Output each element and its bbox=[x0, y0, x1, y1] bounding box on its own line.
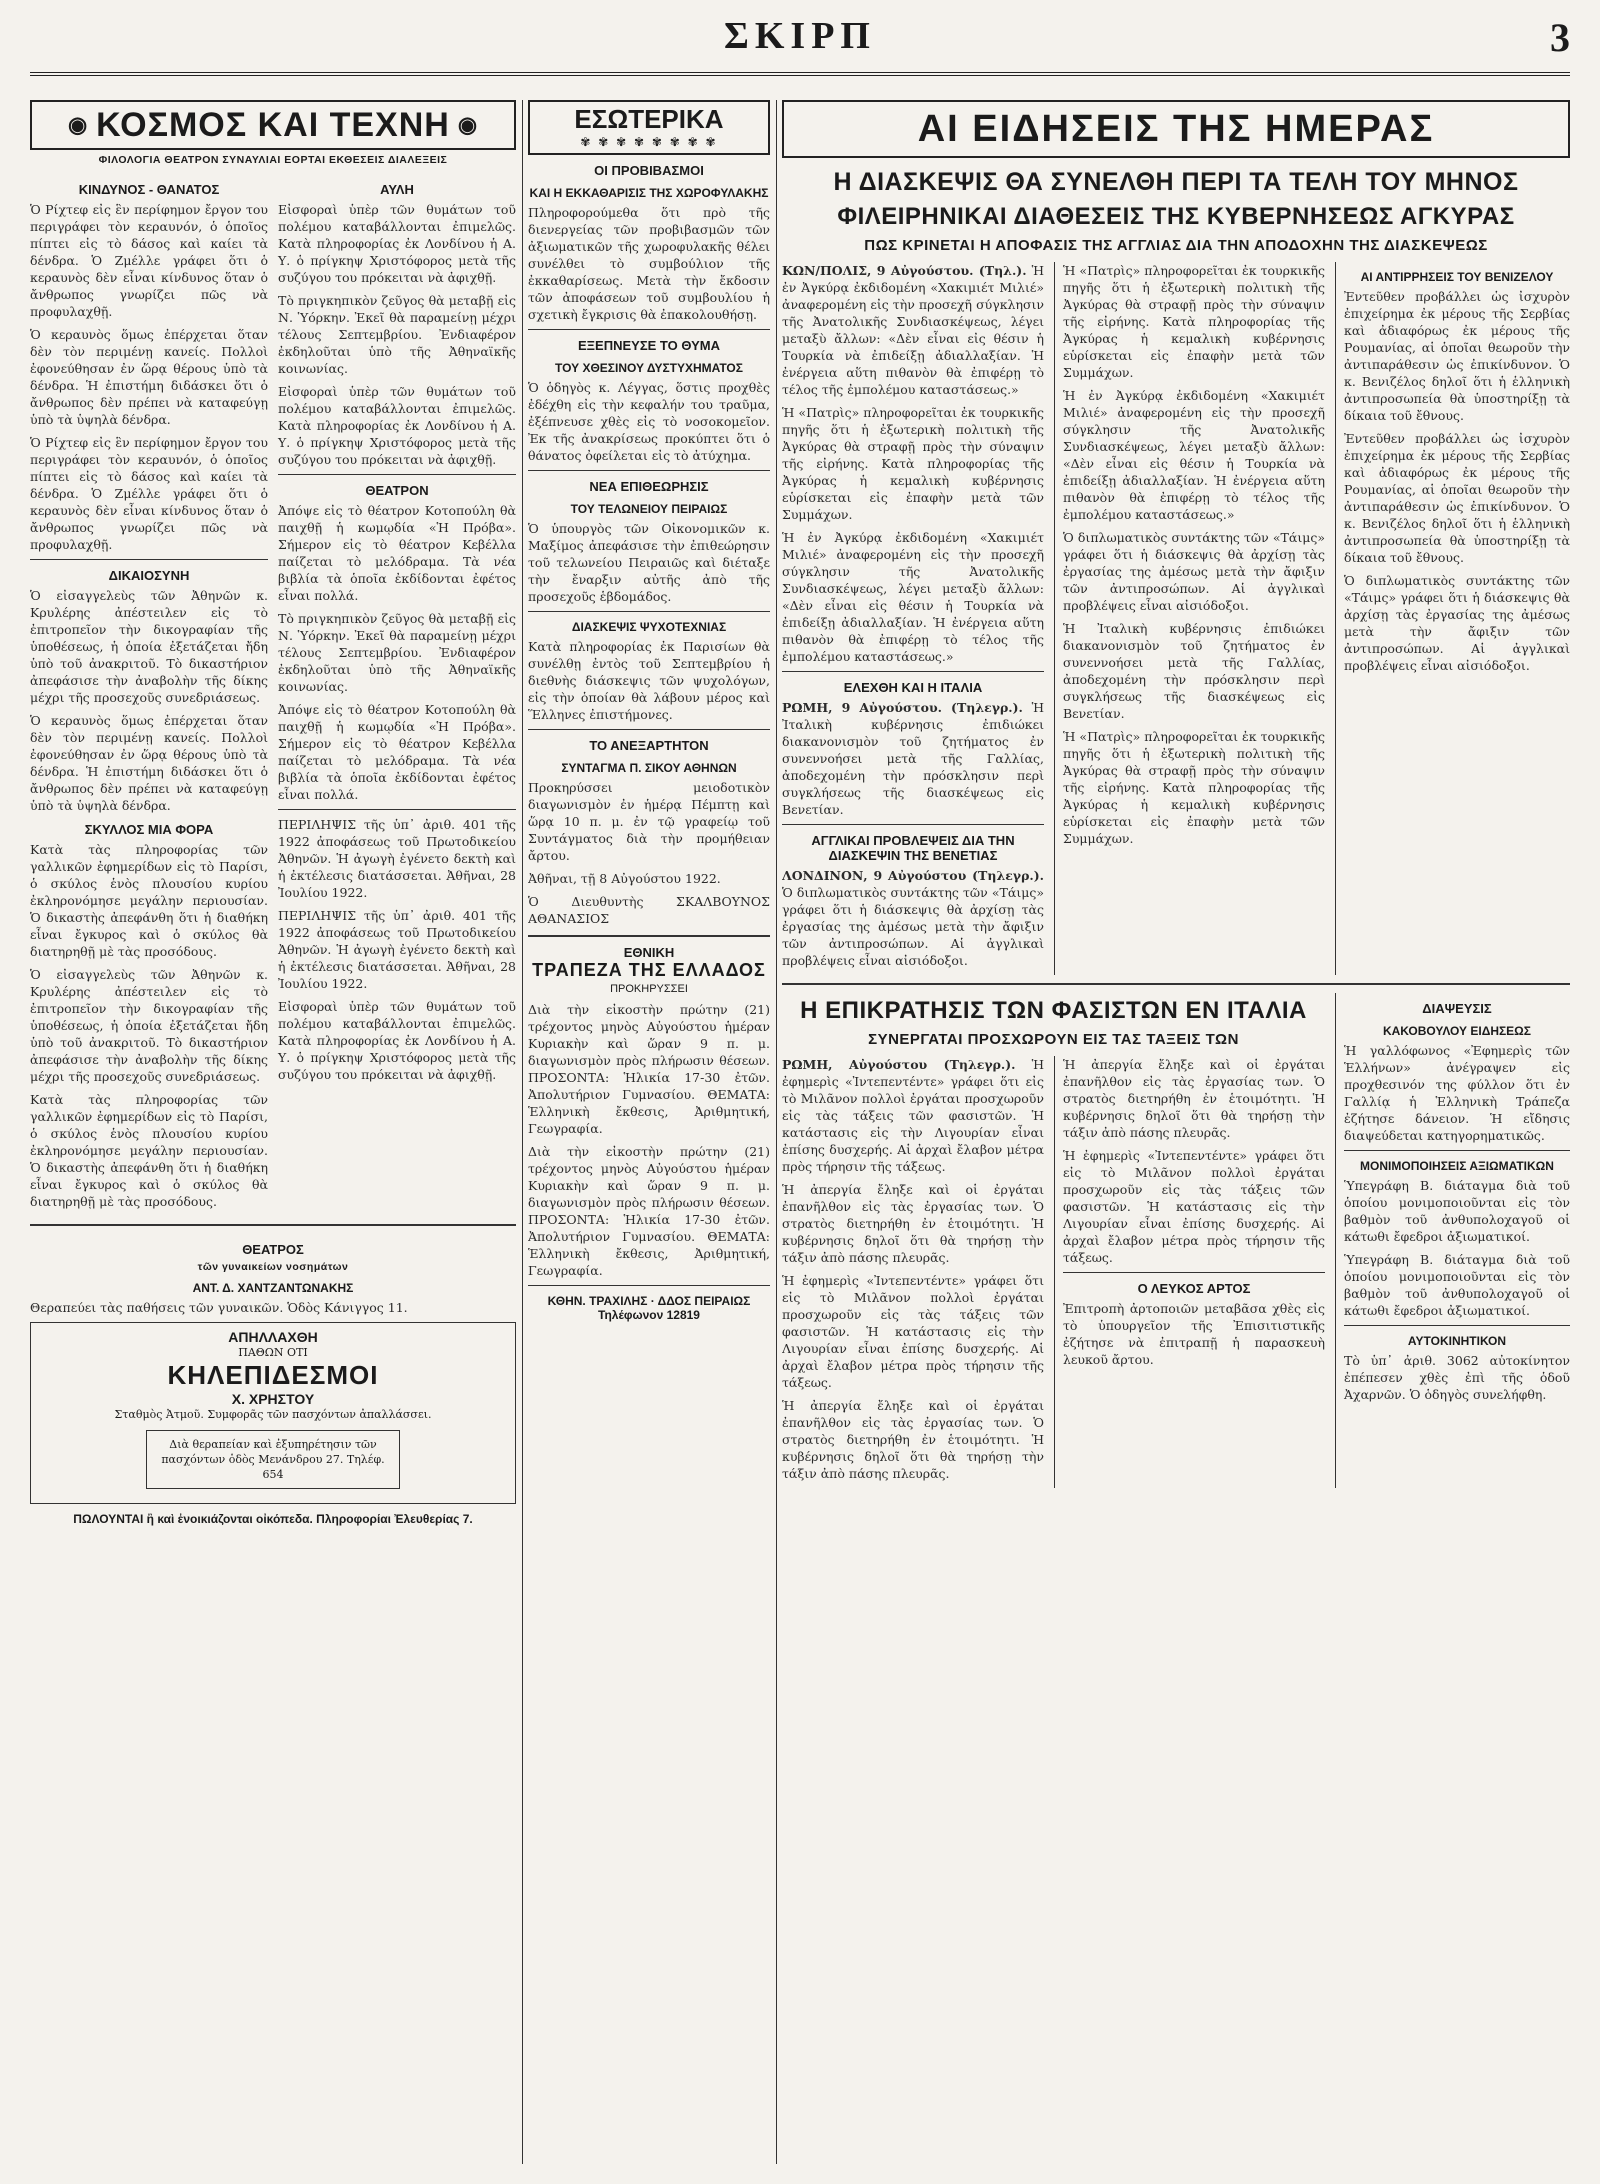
headline-subbanner: ΣΥΝΕΡΓΑΤΑΙ ΠΡΟΣΧΩΡΟΥΝ ΕΙΣ ΤΑΣ ΤΑΞΕΙΣ ΤΩΝ bbox=[868, 1031, 1239, 1048]
ads-left bbox=[30, 1234, 516, 1530]
news-columns-lower bbox=[782, 993, 1570, 1488]
article-subtitle: ΤΟΥ ΤΕΛΩΝΕΙΟΥ ΠΕΙΡΑΙΩΣ bbox=[570, 502, 728, 516]
ad-name: ΑΝΤ. Δ. ΧΑΝΤΖΑΝΤΩΝΑΚΗΣ bbox=[192, 1281, 354, 1295]
news-text: Ἡ ἀπεργία ἔληξε καὶ οἱ ἐργάται ἐπανῆλθον εἰς τὰς ἐργασίας των. Ὁ στρατὸς διετηρήθη ἐν ἑτοιμότητι. Ἡ κυβέρνησις δηλοῖ ὅτι θὰ τηρήσῃ τὴν τάξιν ἀπὸ πάσης πλευρᾶς. bbox=[782, 1398, 1044, 1481]
article-subtitle: ΤΟΥ ΧΘΕΣΙΝΟΥ ΔΥΣΤΥΧΗΜΑΤΟΣ bbox=[555, 361, 743, 375]
article-title: ΘΕΑΤΡΟΝ bbox=[365, 483, 429, 498]
news-text: Ἡ γαλλόφωνος «Ἐφημερὶς τῶν Ἑλλήνων» ἀνέγραψεν εἰς προχθεσινόν της φύλλον ὅτι ἐν Γαλλίᾳ ἡ Ἑλληνικὴ Τράπεζα ἐζήτησε δάνειον. Ἡ εἴδησις διαψεύδεται κατηγορηματικῶς. bbox=[1344, 1043, 1570, 1143]
news-text: Ὁ διπλωματικὸς συντάκτης τῶν «Τάιμς» γράφει ὅτι ἡ διάσκεψις θὰ ἀρχίσῃ τὰς ἐργασίας της ἀμέσως μετὰ τὴν ἄφιξιν τῶν ἀντιπροσώπων. Αἱ ἀγγλικαὶ προβλέψεις εἶναι αἰσιόδοξοι. bbox=[1344, 573, 1570, 673]
ad-heading: ΑΠΗΛΛΑΧΘΗ bbox=[228, 1329, 318, 1345]
ad-product: ΚΗΛΕΠΙΔΕΣΜΟΙ bbox=[167, 1360, 379, 1390]
article-title: ΑΥΛΗ bbox=[380, 182, 414, 197]
news-subtitle: ΚΑΚΟΒΟΥΛΟΥ ΕΙΔΗΣΕΩΣ bbox=[1382, 1024, 1532, 1038]
bank-proclaims: ΠΡΟΚΗΡΥΣΣΕΙ bbox=[610, 983, 688, 995]
news-text bbox=[782, 867, 1044, 969]
divider bbox=[528, 611, 770, 612]
headline-banner: Η ΕΠΙΚΡΑΤΗΣΙΣ ΤΩΝ ΦΑΣΙΣΤΩΝ ΕΝ ΙΤΑΛΙΑ bbox=[800, 997, 1307, 1024]
column-esoterika bbox=[528, 100, 770, 2164]
divider bbox=[528, 729, 770, 730]
article-text: Προκηρύσσει μειοδοτικὸν διαγωνισμὸν ἐν ἡμέρᾳ Πέμπτῃ καὶ ὥρᾳ 10 π. μ. ἐν τῷ γραφείῳ τοῦ Συντάγματος διὰ τὴν προμήθειαν ἄρτου. bbox=[528, 780, 770, 863]
article-subtitle: ΚΑΙ Η ΕΚΚΑΘΑΡΙΣΙΣ ΤΗΣ ΧΩΡΟΦΥΛΑΚΗΣ bbox=[529, 186, 769, 200]
news-text: Ἐντεῦθεν προβάλλει ὡς ἰσχυρὸν ἐπιχείρημα ἐκ μέρους τῆς Σερβίας καὶ ἀδιαφόρως ἐκ μέρους τῆς Ρουμανίας, αἱ ὁποῖαι θεωροῦν τὴν ἀντιπαράθεσιν ὡς ἐπικίνδυνον. Ὁ κ. Βενιζέλος δηλοῖ ὅτι ἡ ἑλληνικὴ ἀντιπροσωπεία θὰ ὑποστηρίξῃ τὰ δίκαια τοῦ ἔθνους. bbox=[1344, 289, 1570, 423]
section-title: ΕΣΩΤΕΡΙΚΑ bbox=[574, 104, 724, 134]
fascist-columns bbox=[782, 1056, 1325, 1488]
section-header bbox=[528, 100, 770, 155]
column-footer: ΚΘΗΝ. ΤΡΑΧΙΛΗΣ · ΔΔΟΣ ΠΕΙΡΑΙΩΣ Τηλέφωνον 12819 bbox=[547, 1294, 751, 1322]
article-text: Κατὰ τὰς πληροφορίας τῶν γαλλικῶν ἐφημερίδων εἰς τὸ Παρίσι, ὁ σκύλος ἑνὸς πλουσίου κυρίου ἐκληρονόμησε μεγάλην περιουσίαν. Ὁ δικαστὴς ἀπεφάνθη ὅτι ἡ διαθήκη εἶναι ἔγκυρος καὶ ὁ σκύλος θὰ διατηρηθῇ μὲ τὰς προσόδους. bbox=[30, 1092, 268, 1209]
masthead bbox=[30, 14, 1570, 84]
ad-text: Θεραπεύει τὰς παθήσεις τῶν γυναικῶν. Ὁδὸς Κάνιγγος 11. bbox=[30, 1300, 408, 1315]
bank-notice-text: Διὰ τὴν εἰκοστὴν πρώτην (21) τρέχοντος μηνὸς Αὐγούστου ἡμέραν Κυριακὴν καὶ ὥραν 9 π. μ. διαγωνισμὸν πρὸς πλήρωσιν θέσεων. ΠΡΟΣΟΝΤΑ: Ἡλικία 17-30 ἐτῶν. Ἀπολυτήριον Γυμνασίου. ΘΕΜΑΤΑ: Ἑλληνικὴ ἔκθεσις, Ἀριθμητική, Γεωγραφία. bbox=[528, 1144, 770, 1278]
article-text: Εἰσφοραὶ ὑπὲρ τῶν θυμάτων τοῦ πολέμου καταβάλλονται ἐπιμελῶς. Κατὰ πληροφορίας ἐκ Λονδίνου ἡ Α. Υ. ὁ πρίγκηψ Χριστόφορος μετὰ τῆς συζύγου του πρόκειται νὰ ἀφιχθῇ. bbox=[278, 202, 516, 285]
notice-date: Ἀθῆναι, τῇ 8 Αὐγούστου 1922. bbox=[528, 871, 721, 886]
news-text: Ἐπιτροπὴ ἀρτοποιῶν μεταβᾶσα χθὲς εἰς τὸ ὑπουργεῖον τῆς Ἐπισιτιστικῆς ἐζήτησε νὰ ἐπιτραπῇ ἡ παρασκευὴ λευκοῦ ἄρτου. bbox=[1063, 1301, 1325, 1367]
news-text: Ἡ ἐφημερὶς «Ἰντεπεντέντε» γράφει ὅτι εἰς τὸ Μιλᾶνον πολλοὶ ἐργάται προσχωροῦν εἰς τὰς τάξεις τῶν φασιστῶν. Ἡ κατάστασις εἰς τὴν Λιγουρίαν εἶναι ἐπίσης δυσχερής. Αἱ ἀρχαὶ ἔλαβον μέτρα πρὸς τήρησιν τῆς τάξεως. bbox=[782, 1273, 1044, 1390]
news-subcolumn-2 bbox=[1054, 262, 1325, 975]
news-title: ΑΙ ΑΝΤΙΡΡΗΣΕΙΣ ΤΟΥ ΒΕΝΙΖΕΛΟΥ bbox=[1360, 270, 1554, 284]
news-body: Ἡ Ἰταλικὴ κυβέρνησις ἐπιδιώκει διακανονισμὸν τοῦ ζητήματος ἐν συνεννοήσει μετὰ τῆς Γαλλίας, ἀποδεχομένη τὴν πρόσκλησιν περὶ συγκλήσεως τῆς διασκέψεως εἰς Βενετίαν. bbox=[782, 700, 1044, 817]
news-title: ΑΥΤΟΚΙΝΗΤΙΚΟΝ bbox=[1407, 1334, 1507, 1348]
article-title: ΕΞΕΠΝΕΥΣΕ ΤΟ ΘΥΜΑ bbox=[578, 338, 720, 353]
news-title: ΜΟΝΙΜΟΠΟΙΗΣΕΙΣ ΑΞΙΩΜΑΤΙΚΩΝ bbox=[1360, 1159, 1554, 1173]
divider bbox=[782, 983, 1570, 985]
divider bbox=[1344, 1150, 1570, 1151]
news-text: Ἡ ἐν Ἀγκύρᾳ ἐκδιδομένη «Χακιμιέτ Μιλιέ» ἀναφερομένη εἰς τὴν προσεχῆ σύγκλησιν τῆς Ἀνατολικῆς Συνδιασκέψεως, λέγει μεταξὺ ἄλλων: «Δὲν εἶναι εἰς θέσιν ἡ Τουρκία νὰ ἐπιδείξῃ ἀδιαλλαξίαν. Ἡ ἐνέργεια αὕτη πιθανὸν θὰ ἐπιφέρῃ τὸ τέλος τῆς ἐμπολέμου καταστάσεως.» bbox=[782, 530, 1044, 664]
news-body: Ὁ διπλωματικὸς συντάκτης τῶν «Τάιμς» γράφει ὅτι ἡ διάσκεψις θὰ ἀρχίσῃ τὰς ἐργασίας της ἀμέσως μετὰ τὴν ἄφιξιν τῶν ἀντιπροσώπων. Αἱ ἀγγλικαὶ προβλέψεις εἶναι αἰσιόδοξοι. bbox=[782, 885, 1044, 968]
news-text: Ἡ ἐν Ἀγκύρᾳ ἐκδιδομένη «Χακιμιέτ Μιλιέ» ἀναφερομένη εἰς τὴν προσεχῆ σύγκλησιν τῆς Ἀνατολικῆς Συνδιασκέψεως, λέγει μεταξὺ ἄλλων: «Δὲν εἶναι εἰς θέσιν ἡ Τουρκία νὰ ἐπιδείξῃ ἀδιαλλαξίαν. Ἡ ἐνέργεια αὕτη πιθανὸν θὰ ἐπιφέρῃ τὸ τέλος τῆς ἐμπολέμου καταστάσεως.» bbox=[1063, 388, 1325, 522]
news-text: Ὁ διπλωματικὸς συντάκτης τῶν «Τάιμς» γράφει ὅτι ἡ διάσκεψις θὰ ἀρχίσῃ τὰς ἐργασίας της ἀμέσως μετὰ τὴν ἄφιξιν τῶν ἀντιπροσώπων. Αἱ ἀγγλικαὶ προβλέψεις εἶναι αἰσιόδοξοι. bbox=[1063, 530, 1325, 613]
divider bbox=[278, 809, 516, 810]
article-text: Ὁ Ρίχτεφ εἰς ἓν περίφημον ἔργον του περιγράφει τὸν κεραυνόν, ὁ ὁποῖος πίπτει εἰς τὸ δάσος καὶ καίει τὰ δένδρα. Ὁ Ζμέλλε γράφει ὅτι ὁ κεραυνὸς δὲν εἶναι κίνδυνος ὅταν ὁ ἄνθρωπος γνωρίζει πῶς νὰ προφυλαχθῇ. bbox=[30, 435, 268, 552]
dateline: ΚΩΝ/ΠΟΛΙΣ, 9 Αὐγούστου. (Τηλ.). bbox=[782, 263, 1027, 278]
article-text: Τὸ πριγκηπικὸν ζεῦγος θὰ μεταβῇ εἰς Ν. Ὑόρκην. Ἐκεῖ θὰ παραμείνῃ μέχρι τέλους Σεπτεμβρίου. Ἐνδιαφέρον ἐκδηλοῦται ὑπὸ τῆς Ἀθηναϊκῆς κοινωνίας. bbox=[278, 611, 516, 694]
divider bbox=[1344, 1325, 1570, 1326]
column-divider bbox=[776, 100, 777, 2164]
ad-inner-text: Διὰ θεραπείαν καὶ ἐξυπηρέτησιν τῶν πασχόντων ὁδὸς Μενάνδρου 27. Τηλέφ. 654 bbox=[161, 1438, 385, 1481]
notice-signature: Ὁ Διευθυντὴς ΣΚΑΛΒΟΥΝΟΣ ΑΘΑΝΑΣΙΟΣ bbox=[528, 894, 770, 926]
article-title: ΣΚΥΛΛΟΣ ΜΙΑ ΦΟΡΑ bbox=[84, 822, 214, 837]
section-header bbox=[30, 100, 516, 150]
article-title: ΚΙΝΔΥΝΟΣ - ΘΑΝΑΤΟΣ bbox=[78, 182, 220, 197]
article-title: ΝΕΑ ΕΠΙΘΕΩΡΗΣΙΣ bbox=[589, 479, 709, 494]
left-subcolumn bbox=[30, 174, 268, 1216]
dateline: ΡΩΜΗ, Αὐγούστου (Τηλεγρ.). bbox=[782, 1057, 1016, 1072]
fascist-section bbox=[782, 993, 1325, 1488]
article-title: ΤΟ ΑΝΕΞΑΡΤΗΤΟΝ bbox=[589, 738, 709, 753]
article-text: Ἀπόψε εἰς τὸ θέατρον Κοτοπούλη θὰ παιχθῇ ἡ κωμῳδία «Ἡ Πρόβα». Σήμερον εἰς τὸ θέατρον Κεβέλλα παίζεται τὸ μελόδραμα. Τὰ νέα βιβλία τὰ ὁποῖα ἐκδίδονται ἐφέτος εἶναι πολλά. bbox=[278, 702, 516, 802]
article-text: Κατὰ πληροφορίας ἐκ Παρισίων θὰ συνέλθῃ ἐντὸς τοῦ Σεπτεμβρίου ἡ διεθνὴς διάσκεψις τῶν ψυχολόγων, εἰς τὴν ὁποίαν θὰ λάβουν μέρος καὶ Ἕλληνες ἐπιστήμονες. bbox=[528, 639, 770, 722]
article-text: Τὸ πριγκηπικὸν ζεῦγος θὰ μεταβῇ εἰς Ν. Ὑόρκην. Ἐκεῖ θὰ παραμείνῃ μέχρι τέλους Σεπτεμβρίου. Ἐνδιαφέρον ἐκδηλοῦται ὑπὸ τῆς Ἀθηναϊκῆς κοινωνίας. bbox=[278, 293, 516, 376]
headline-banner: Η ΔΙΑΣΚΕΨΙΣ ΘΑ ΣΥΝΕΛΘΗ ΠΕΡΙ ΤΑ ΤΕΛΗ ΤΟΥ ΜΗΝΟΣ bbox=[833, 168, 1519, 196]
bank-notice-text: Διὰ τὴν εἰκοστὴν πρώτην (21) τρέχοντος μηνὸς Αὐγούστου ἡμέραν Κυριακὴν καὶ ὥραν 9 π. μ. διαγωνισμὸν πρὸς πλήρωσιν θέσεων. ΠΡΟΣΟΝΤΑ: Ἡλικία 17-30 ἐτῶν. Ἀπολυτήριον Γυμνασίου. ΘΕΜΑΤΑ: Ἑλληνικὴ ἔκθεσις, Ἀριθμητική, Γεωγραφία. bbox=[528, 1002, 770, 1136]
fascist-col-1 bbox=[782, 1056, 1044, 1488]
ad-title: ΘΕΑΤΡΟΣ bbox=[242, 1242, 304, 1257]
divider bbox=[1063, 1272, 1325, 1273]
section-header: ΑΙ ΕΙΔΗΣΕΙΣ ΤΗΣ ΗΜΕΡΑΣ bbox=[782, 100, 1570, 158]
article-title: ΔΙΚΑΙΟΣΥΝΗ bbox=[108, 568, 190, 583]
divider bbox=[528, 470, 770, 471]
article-title: ΟΙ ΠΡΟΒΙΒΑΣΜΟΙ bbox=[594, 163, 704, 178]
page-number: 3 bbox=[1550, 15, 1570, 60]
news-title: ΑΓΓΛΙΚΑΙ ΠΡΟΒΛΕΨΕΙΣ ΔΙΑ ΤΗΝ ΔΙΑΣΚΕΨΙΝ ΤΗΣ ΒΕΝΕΤΙΑΣ bbox=[811, 833, 1015, 863]
news-text: Τὸ ὑπ᾿ ἀριθ. 3062 αὐτοκίνητον ἐπέπεσεν χθὲς ἐπὶ τῆς ὁδοῦ Ἀχαρνῶν. Ὁ ὁδηγὸς συνελήφθη. bbox=[1344, 1353, 1570, 1402]
article-text: Ὁ Ρίχτεφ εἰς ἓν περίφημον ἔργον του περιγράφει τὸν κεραυνόν, ὁ ὁποῖος πίπτει εἰς τὸ δάσος καὶ καίει τὰ δένδρα. Ὁ Ζμέλλε γράφει ὅτι ὁ κεραυνὸς δὲν εἶναι κίνδυνος ὅταν ὁ ἄνθρωπος γνωρίζει πῶς νὰ προφυλαχθῇ. bbox=[30, 202, 268, 319]
news-text bbox=[782, 699, 1044, 818]
ornament-icon: ◉ bbox=[457, 112, 479, 137]
news-text: Ἡ ἐφημερὶς «Ἰντεπεντέντε» γράφει ὅτι εἰς τὸ Μιλᾶνον πολλοὶ ἐργάται προσχωροῦν εἰς τὰς τάξεις τῶν φασιστῶν. Ἡ κατάστασις εἰς τὴν Λιγουρίαν εἶναι ἐπίσης δυσχερής. Αἱ ἀρχαὶ ἔλαβον μέτρα πρὸς τήρησιν τῆς τάξεως. bbox=[1063, 1148, 1325, 1265]
divider bbox=[528, 1285, 770, 1286]
news-body: Ἡ ἐν Ἀγκύρᾳ ἐκδιδομένη «Χακιμιέτ Μιλιέ» ἀναφερομένη εἰς τὴν προσεχῆ σύγκλησιν τῆς Ἀνατολικῆς Συνδιασκέψεως, λέγει μεταξὺ ἄλλων: «Δὲν εἶναι εἰς θέσιν ἡ Τουρκία νὰ ἐπιδείξῃ ἀδιαλλαξίαν. Ἡ ἐνέργεια αὕτη πιθανὸν θὰ ἐπιφέρῃ τὸ τέλος τῆς ἐμπολέμου καταστάσεως.» bbox=[782, 263, 1044, 397]
news-subcolumn-3 bbox=[1335, 262, 1570, 975]
classified-ad: ΠΩΛΟΥΝΤΑΙ ἢ καὶ ἐνοικιάζονται οἰκόπεδα. Πληροφορίαι Ἐλευθερίας 7. bbox=[73, 1512, 473, 1526]
two-column-block bbox=[30, 174, 516, 1216]
news-text: Ὑπεγράφη Β. διάταγμα διὰ τοῦ ὁποίου μονιμοποιοῦνται εἰς τὸν βαθμὸν τοῦ ἀνθυπολοχαγοῦ οἱ κάτωθι ἔφεδροι ἀξιωματικοί. bbox=[1344, 1252, 1570, 1318]
ad-subtitle: τῶν γυναικείων νοσημάτων bbox=[197, 1261, 349, 1273]
news-title: Ο ΛΕΥΚΟΣ ΑΡΤΟΣ bbox=[1137, 1281, 1251, 1296]
news-text: Ἡ «Πατρὶς» πληροφορεῖται ἐκ τουρκικῆς πηγῆς ὅτι ἡ ἐξωτερικὴ πολιτικὴ τῆς Ἀγκύρας θὰ στραφῇ πρὸς τὴν σύναψιν τῆς εἰρήνης. Κατὰ πληροφορίας τῆς Ἀγκύρας ἡ κεμαλικὴ κυβέρνησις εὑρίσκεται εἰς ἐπαφὴν μετὰ τῶν Συμμάχων. bbox=[1063, 263, 1325, 380]
article-text: Ὁ εἰσαγγελεὺς τῶν Ἀθηνῶν κ. Κρυλέρης ἀπέστειλεν εἰς τὸ ἐπιτροπεῖον τὴν δικογραφίαν τῆς ὑποθέσεως, ἡ ὁποία ἐξετάζεται ἤδη ὑπὸ τοῦ ἀνακριτοῦ. Τὸ δικαστήριον ἀπεφάσισε τὴν ἀναβολὴν τῆς δίκης μέχρι τῆς προσεχοῦς συνεδριάσεως. bbox=[30, 967, 268, 1084]
advertisement-box bbox=[30, 1322, 516, 1504]
article-subtitle: ΣΥΝΤΑΓΜΑ Π. ΣΙΚΟΥ ΑΘΗΝΩΝ bbox=[561, 761, 737, 775]
article-text: Εἰσφοραὶ ὑπὲρ τῶν θυμάτων τοῦ πολέμου καταβάλλονται ἐπιμελῶς. Κατὰ πληροφορίας ἐκ Λονδίνου ἡ Α. Υ. ὁ πρίγκηψ Χριστόφορος μετὰ τῆς συζύγου του πρόκειται νὰ ἀφιχθῇ. bbox=[278, 384, 516, 467]
ornament-icon: ✾ ✾ ✾ ✾ ✾ ✾ ✾ ✾ bbox=[580, 135, 718, 149]
news-body: Ἡ ἐφημερὶς «Ἰντεπεντέντε» γράφει ὅτι εἰς τὸ Μιλᾶνον πολλοὶ ἐργάται προσχωροῦν εἰς τὰς τάξεις τῶν φασιστῶν. Ἡ κατάστασις εἰς τὴν Λιγουρίαν εἶναι ἐπίσης δυσχερής. Αἱ ἀρχαὶ ἔλαβον μέτρα πρὸς τήρησιν τῆς τάξεως. bbox=[782, 1057, 1044, 1174]
column-kosmos-techni bbox=[30, 100, 516, 2164]
divider bbox=[278, 474, 516, 475]
news-text: Ὑπεγράφη Β. διάταγμα διὰ τοῦ ὁποίου μονιμοποιοῦνται εἰς τὸν βαθμὸν τοῦ ἀνθυπολοχαγοῦ οἱ κάτωθι ἔφεδροι ἀξιωματικοί. bbox=[1344, 1178, 1570, 1244]
notice-text: ΠΕΡΙΛΗΨΙΣ τῆς ὑπ᾿ ἀριθ. 401 τῆς 1922 ἀποφάσεως τοῦ Πρωτοδικείου Ἀθηνῶν. Ἡ ἀγωγὴ ἐγένετο δεκτὴ καὶ ἡ ἐκτέλεσις διατάσσεται. Ἀθῆναι, 28 Ἰουλίου 1922. bbox=[278, 817, 516, 900]
news-subcolumn-1 bbox=[782, 262, 1044, 975]
news-text: Ἡ «Πατρὶς» πληροφορεῖται ἐκ τουρκικῆς πηγῆς ὅτι ἡ ἐξωτερικὴ πολιτικὴ τῆς Ἀγκύρας θὰ στραφῇ πρὸς τὴν σύναψιν τῆς εἰρήνης. Κατὰ πληροφορίας τῆς Ἀγκύρας ἡ κεμαλικὴ κυβέρνησις εὑρίσκεται εἰς ἐπαφὴν μετὰ τῶν Συμμάχων. bbox=[782, 405, 1044, 522]
news-text: Ἐντεῦθεν προβάλλει ὡς ἰσχυρὸν ἐπιχείρημα ἐκ μέρους τῆς Σερβίας καὶ ἀδιαφόρως ἐκ μέρους τῆς Ρουμανίας, αἱ ὁποῖαι θεωροῦν τὴν ἀντιπαράθεσιν ὡς ἐπικίνδυνον. Ὁ κ. Βενιζέλος δηλοῖ ὅτι ἡ ἑλληνικὴ ἀντιπροσωπεία θὰ ὑποστηρίξῃ τὰ δίκαια τοῦ ἔθνους. bbox=[1344, 431, 1570, 565]
news-text: Ἡ Ἰταλικὴ κυβέρνησις ἐπιδιώκει διακανονισμὸν τοῦ ζητήματος ἐν συνεννοήσει μετὰ τῆς Γαλλίας, ἀποδεχομένη τὴν πρόσκλησιν περὶ συγκλήσεως τῆς διασκέψεως εἰς Βενετίαν. bbox=[1063, 621, 1325, 721]
divider bbox=[30, 559, 268, 560]
ads-block bbox=[30, 1234, 516, 1530]
masthead-rule bbox=[30, 72, 1570, 76]
news-title: ΕΛΕΧΘΗ ΚΑΙ Η ΙΤΑΛΙΑ bbox=[843, 680, 983, 695]
divider bbox=[782, 671, 1044, 672]
divider bbox=[528, 935, 770, 937]
ad-maker: Χ. ΧΡΗΣΤΟΥ bbox=[231, 1391, 315, 1407]
newspaper-name: ΣΚΙΡΠ bbox=[724, 15, 876, 57]
article-text: Ὁ ὁδηγὸς κ. Λέγγας, ὅστις προχθὲς ἐδέχθη εἰς τὴν κεφαλήν του τραῦμα, ἐξέπνευσε χθὲς εἰς τὸ νοσοκομεῖον. Ἐκ τῆς ἀνακρίσεως προκύπτει ὅτι ὁ θάνατος ὀφείλεται εἰς τὸ ἀτύχημα. bbox=[528, 380, 770, 463]
right-subcolumn bbox=[278, 174, 516, 1216]
article-text: Ὁ κεραυνὸς ὅμως ἐπέρχεται ὅταν δὲν τὸν περιμένῃ κανείς. Πολλοὶ ἐφονεύθησαν ἐν ὥρᾳ θέρους ὑπὸ τὰ δένδρα. Ἡ ἐπιστήμη διδάσκει ὅτι ὁ ἄνθρωπος δὲν πρέπει νὰ καταφεύγῃ ὑπὸ τὰ ὑψηλὰ δένδρα. bbox=[30, 713, 268, 813]
divider bbox=[782, 824, 1044, 825]
news-columns bbox=[782, 262, 1570, 975]
divider bbox=[30, 1224, 516, 1226]
notice-text: ΠΕΡΙΛΗΨΙΣ τῆς ὑπ᾿ ἀριθ. 401 τῆς 1922 ἀποφάσεως τοῦ Πρωτοδικείου Ἀθηνῶν. Ἡ ἀγωγὴ ἐγένετο δεκτὴ καὶ ἡ ἐκτέλεσις διατάσσεται. Ἀθῆναι, 28 Ἰουλίου 1922. bbox=[278, 908, 516, 991]
section-subtitle: ΦΙΛΟΛΟΓΙΑ ΘΕΑΤΡΟΝ ΣΥΝΑΥΛΙΑΙ ΕΟΡΤΑΙ ΕΚΘΕΣΕΙΣ ΔΙΑΛΕΞΕΙΣ bbox=[98, 154, 448, 166]
headline-subbanner: ΠΩΣ ΚΡΙΝΕΤΑΙ Η ΑΠΟΦΑΣΙΣ ΤΗΣ ΑΓΓΛΙΑΣ ΔΙΑ ΤΗΝ ΑΠΟΔΟΧΗΝ ΤΗΣ ΔΙΑΣΚΕΨΕΩΣ bbox=[864, 237, 1488, 254]
news-text: Ἡ «Πατρὶς» πληροφορεῖται ἐκ τουρκικῆς πηγῆς ὅτι ἡ ἐξωτερικὴ πολιτικὴ τῆς Ἀγκύρας θὰ στραφῇ πρὸς τὴν σύναψιν τῆς εἰρήνης. Κατὰ πληροφορίας τῆς Ἀγκύρας ἡ κεμαλικὴ κυβέρνησις εὑρίσκεται εἰς ἐπαφὴν μετὰ τῶν Συμμάχων. bbox=[1063, 729, 1325, 846]
article-text: Πληροφορούμεθα ὅτι πρὸ τῆς διενεργείας τῶν προβιβασμῶν τῶν ἀξιωματικῶν τῆς χωροφυλακῆς θέλει συνέλθει τὸ συμβούλιον τῆς ἐκκαθαρίσεως. Μετὰ τὴν ἔκδοσιν τῶν ἀποφάσεων τοῦ συμβουλίου ἡ σχετικὴ ἔγκρισις θὰ ἐπακολουθήσῃ. bbox=[528, 205, 770, 322]
article-text: Ὁ εἰσαγγελεὺς τῶν Ἀθηνῶν κ. Κρυλέρης ἀπέστειλεν εἰς τὸ ἐπιτροπεῖον τὴν δικογραφίαν τῆς ὑποθέσεως, ἡ ὁποία ἐξετάζεται ἤδη ὑπὸ τοῦ ἀνακριτοῦ. Τὸ δικαστήριον ἀπεφάσισε τὴν ἀναβολὴν τῆς δίκης μέχρι τῆς προσεχοῦς συνεδριάσεως. bbox=[30, 588, 268, 705]
news-text: Ἡ ἀπεργία ἔληξε καὶ οἱ ἐργάται ἐπανῆλθον εἰς τὰς ἐργασίας των. Ὁ στρατὸς διετηρήθη ἐν ἑτοιμότητι. Ἡ κυβέρνησις δηλοῖ ὅτι θὰ τηρήσῃ τὴν τάξιν ἀπὸ πάσης πλευρᾶς. bbox=[782, 1182, 1044, 1265]
column-eidiseis bbox=[782, 100, 1570, 2164]
ad-subheading: ΠΑΘΩΝ ΟΤΙ bbox=[238, 1346, 308, 1359]
dateline: ΛΟΝΔΙΝΟΝ, 9 Αὐγούστου (Τηλεγρ.). bbox=[782, 868, 1044, 883]
column-divider bbox=[522, 100, 523, 2164]
article-text: Ὁ ὑπουργὸς τῶν Οἰκονομικῶν κ. Μαξίμος ἀπεφάσισε τὴν ἐπιθεώρησιν τοῦ τελωνείου Πειραιῶς καὶ διέταξε τὴν ἔναρξιν αὐτῆς ἀπὸ τῆς προσεχοῦς ἑβδομάδος. bbox=[528, 521, 770, 604]
news-text bbox=[782, 262, 1044, 398]
headline-banner: ΦΙΛΕΙΡΗΝΙΚΑΙ ΔΙΑΘΕΣΕΙΣ ΤΗΣ ΚΥΒΕΡΝΗΣΕΩΣ ΑΓΚΥΡΑΣ bbox=[837, 203, 1515, 230]
fascist-col-2 bbox=[1054, 1056, 1325, 1488]
article-text: Εἰσφοραὶ ὑπὲρ τῶν θυμάτων τοῦ πολέμου καταβάλλονται ἐπιμελῶς. Κατὰ πληροφορίας ἐκ Λονδίνου ἡ Α. Υ. ὁ πρίγκηψ Χριστόφορος μετὰ τῆς συζύγου του πρόκειται νὰ ἀφιχθῇ. bbox=[278, 999, 516, 1082]
advertisement-inner-box bbox=[146, 1430, 400, 1489]
ad-text: Σταθμὸς Ἀτμοῦ. Συμφορᾶς τῶν πασχόντων ἀπαλλάσσει. bbox=[114, 1408, 432, 1421]
article-text: Ἀπόψε εἰς τὸ θέατρον Κοτοπούλη θὰ παιχθῇ ἡ κωμῳδία «Ἡ Πρόβα». Σήμερον εἰς τὸ θέατρον Κεβέλλα παίζεται τὸ μελόδραμα. Τὰ νέα βιβλία τὰ ὁποῖα ἐκδίδονται ἐφέτος εἶναι πολλά. bbox=[278, 503, 516, 603]
divider bbox=[528, 329, 770, 330]
ornament-icon: ◉ bbox=[67, 112, 89, 137]
article-text: Κατὰ τὰς πληροφορίας τῶν γαλλικῶν ἐφημερίδων εἰς τὸ Παρίσι, ὁ σκύλος ἑνὸς πλουσίου κυρίου ἐκληρονόμησε μεγάλην περιουσίαν. Ὁ δικαστὴς ἀπεφάνθη ὅτι ἡ διαθήκη εἶναι ἔγκυρος καὶ ὁ σκύλος θὰ διατηρηθῇ μὲ τὰς προσόδους. bbox=[30, 842, 268, 959]
bank-notice bbox=[528, 945, 770, 995]
right-briefs bbox=[1335, 993, 1570, 1488]
news-text: Ἡ ἀπεργία ἔληξε καὶ οἱ ἐργάται ἐπανῆλθον εἰς τὰς ἐργασίας των. Ὁ στρατὸς διετηρήθη ἐν ἑτοιμότητι. Ἡ κυβέρνησις δηλοῖ ὅτι θὰ τηρήσῃ τὴν τάξιν ἀπὸ πάσης πλευρᾶς. bbox=[1063, 1057, 1325, 1140]
bank-name-line2: ΤΡΑΠΕΖΑ ΤΗΣ ΕΛΛΑΔΟΣ bbox=[532, 960, 766, 980]
bank-name-line1: ΕΘΝΙΚΗ bbox=[623, 945, 675, 960]
news-title: ΔΙΑΨΕΥΣΙΣ bbox=[1422, 1001, 1492, 1016]
section-title: ΚΟΣΜΟΣ ΚΑΙ ΤΕΧΝΗ bbox=[96, 105, 450, 144]
news-text bbox=[782, 1056, 1044, 1175]
article-text: Ὁ κεραυνὸς ὅμως ἐπέρχεται ὅταν δὲν τὸν περιμένῃ κανείς. Πολλοὶ ἐφονεύθησαν ἐν ὥρᾳ θέρους ὑπὸ τὰ δένδρα. Ἡ ἐπιστήμη διδάσκει ὅτι ὁ ἄνθρωπος δὲν πρέπει νὰ καταφεύγῃ ὑπὸ τὰ ὑψηλὰ δένδρα. bbox=[30, 327, 268, 427]
article-title: ΔΙΑΣΚΕΨΙΣ ΨΥΧΟΤΕΧΝΙΑΣ bbox=[571, 620, 727, 634]
dateline: ΡΩΜΗ, 9 Αὐγούστου. (Τηλεγρ.). bbox=[782, 700, 1023, 715]
